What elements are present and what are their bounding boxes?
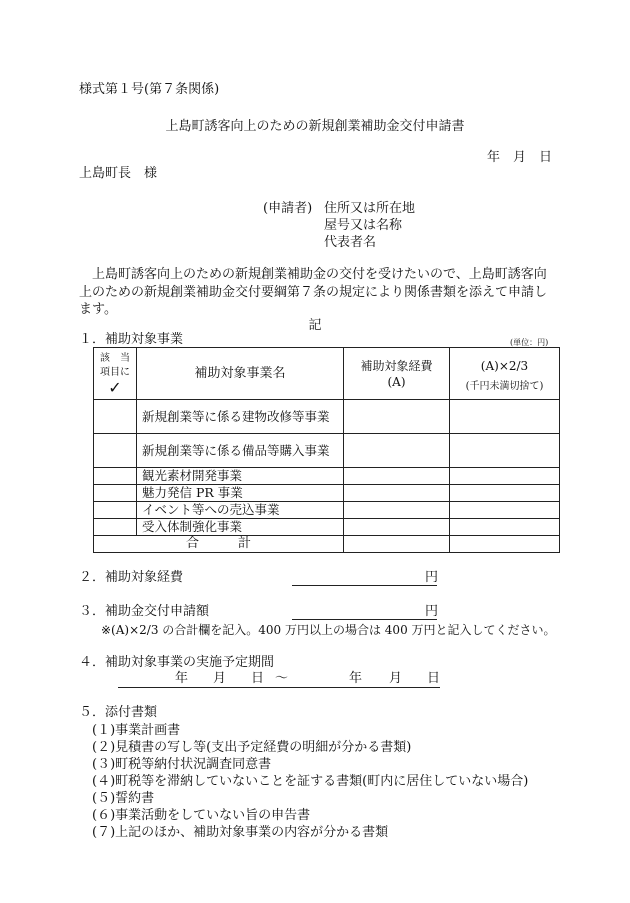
header-check-line2: 項目に xyxy=(100,366,130,378)
cost-cell[interactable] xyxy=(344,519,450,536)
section4-heading: ４．補助対象事業の実施予定期間 xyxy=(79,655,275,670)
table-row xyxy=(94,519,560,536)
start-month-label: 月 xyxy=(213,671,227,686)
total-calc-cell[interactable] xyxy=(450,536,560,553)
table-header-row xyxy=(94,348,560,400)
attachment-item: (６)事業活動をしていない旨の申告書 xyxy=(92,808,311,823)
section1-heading: １．補助対象事業 xyxy=(79,332,184,347)
check-cell[interactable] xyxy=(94,502,137,519)
application-statement: 上島町誘客向上のための新規創業補助金の交付を受けたいので、上島町誘客向上のための新規創業補助金交付要綱第７条の規定により関係書類を添えて申請します。 xyxy=(79,267,548,317)
cost-cell[interactable] xyxy=(344,485,450,502)
total-label: 合 計 xyxy=(94,536,344,553)
table-row xyxy=(94,434,560,468)
check-cell[interactable] xyxy=(94,434,137,468)
cost-cell[interactable] xyxy=(344,502,450,519)
calc-cell[interactable] xyxy=(450,519,560,536)
start-year-label: 年 xyxy=(175,671,189,686)
table-row xyxy=(94,400,560,434)
section2-unit: 円 xyxy=(425,570,439,585)
calc-cell[interactable] xyxy=(450,502,560,519)
calc-cell[interactable] xyxy=(450,485,560,502)
subsidy-table xyxy=(93,347,560,553)
attachment-item: (４)町税等を滞納していないことを証する書類(町内に居住していない場合) xyxy=(92,774,529,789)
applicant-address-label: 住所又は所在地 xyxy=(324,201,416,216)
project-name-cell: 新規創業等に係る備品等購入事業 xyxy=(137,434,344,468)
form-title: 上島町誘客向上のための新規創業補助金交付申請書 xyxy=(165,119,465,134)
attachment-item: (３)町税等納付状況調査同意書 xyxy=(92,757,272,772)
section3-heading: ３．補助金交付申請額 xyxy=(79,604,210,619)
cost-cell[interactable] xyxy=(344,468,450,485)
section5-heading: ５．添付書類 xyxy=(79,705,158,720)
check-cell[interactable] xyxy=(94,468,137,485)
check-cell[interactable] xyxy=(94,519,137,536)
check-cell[interactable] xyxy=(94,485,137,502)
calc-cell[interactable] xyxy=(450,434,560,468)
table-row xyxy=(94,485,560,502)
table-row xyxy=(94,502,560,519)
section3-amount-field[interactable] xyxy=(292,619,437,620)
attachment-item: (２)見積書の写し等(支出予定経費の明細が分かる書類) xyxy=(92,740,412,755)
calc-cell[interactable] xyxy=(450,400,560,434)
attachment-item: (５)誓約書 xyxy=(92,791,155,806)
applicant-representative-label: 代表者名 xyxy=(324,235,377,250)
addressee: 上島町長 様 xyxy=(79,166,158,181)
header-calc-column xyxy=(450,348,560,400)
project-name-cell: 新規創業等に係る建物改修等事業 xyxy=(137,400,344,434)
header-check-line1: 該 当 xyxy=(100,352,130,364)
unit-label: (単位：円) xyxy=(510,338,549,347)
total-cost-cell[interactable] xyxy=(344,536,450,553)
project-name-cell: イベント等への売込事業 xyxy=(137,502,344,519)
applicant-business-name-label: 屋号又は名称 xyxy=(324,218,403,233)
section3-unit: 円 xyxy=(425,604,439,619)
project-name-cell: 魅力発信 PR 事業 xyxy=(137,485,344,502)
end-year-label: 年 xyxy=(349,671,363,686)
form-number: 様式第１号(第７条関係) xyxy=(79,82,220,97)
start-day-label: 日 xyxy=(251,671,265,686)
header-calc-line2: (千円未満切捨て) xyxy=(465,380,544,392)
header-cost-line1: 補助対象経費 xyxy=(360,358,433,373)
end-month-label: 月 xyxy=(389,671,403,686)
check-cell[interactable] xyxy=(94,400,137,434)
section2-amount-field[interactable] xyxy=(292,585,437,586)
date-year-label: 年 xyxy=(487,150,501,165)
attachment-item: (１)事業計画書 xyxy=(92,723,181,738)
section3-note: ※(A)×2/3 の合計欄を記入。400 万円以上の場合は 400 万円と記入してください。 xyxy=(101,623,556,637)
header-project-name: 補助対象事業名 xyxy=(137,348,344,400)
attachment-item: (７)上記のほか、補助対象事業の内容が分かる書類 xyxy=(92,825,389,840)
header-cost-column xyxy=(344,348,450,400)
cost-cell[interactable] xyxy=(344,434,450,468)
table-row xyxy=(94,468,560,485)
applicant-label: (申請者) xyxy=(263,201,313,216)
project-name-cell: 観光素材開発事業 xyxy=(137,468,344,485)
calc-cell[interactable] xyxy=(450,468,560,485)
header-calc-line1: (A)×2/3 xyxy=(480,358,529,373)
date-month-label: 月 xyxy=(513,150,527,165)
project-name-cell: 受入体制強化事業 xyxy=(137,519,344,536)
header-check-column xyxy=(94,348,137,400)
section2-heading: ２．補助対象経費 xyxy=(79,570,184,585)
period-tilde: ～ xyxy=(275,671,289,686)
cost-cell[interactable] xyxy=(344,400,450,434)
ki-mark: 記 xyxy=(308,318,322,333)
table-total-row xyxy=(94,536,560,553)
end-day-label: 日 xyxy=(427,671,441,686)
date-day-label: 日 xyxy=(539,150,553,165)
header-cost-line2: (A) xyxy=(387,374,406,389)
checkmark-icon: ✓ xyxy=(108,377,122,397)
period-field[interactable] xyxy=(118,687,440,688)
